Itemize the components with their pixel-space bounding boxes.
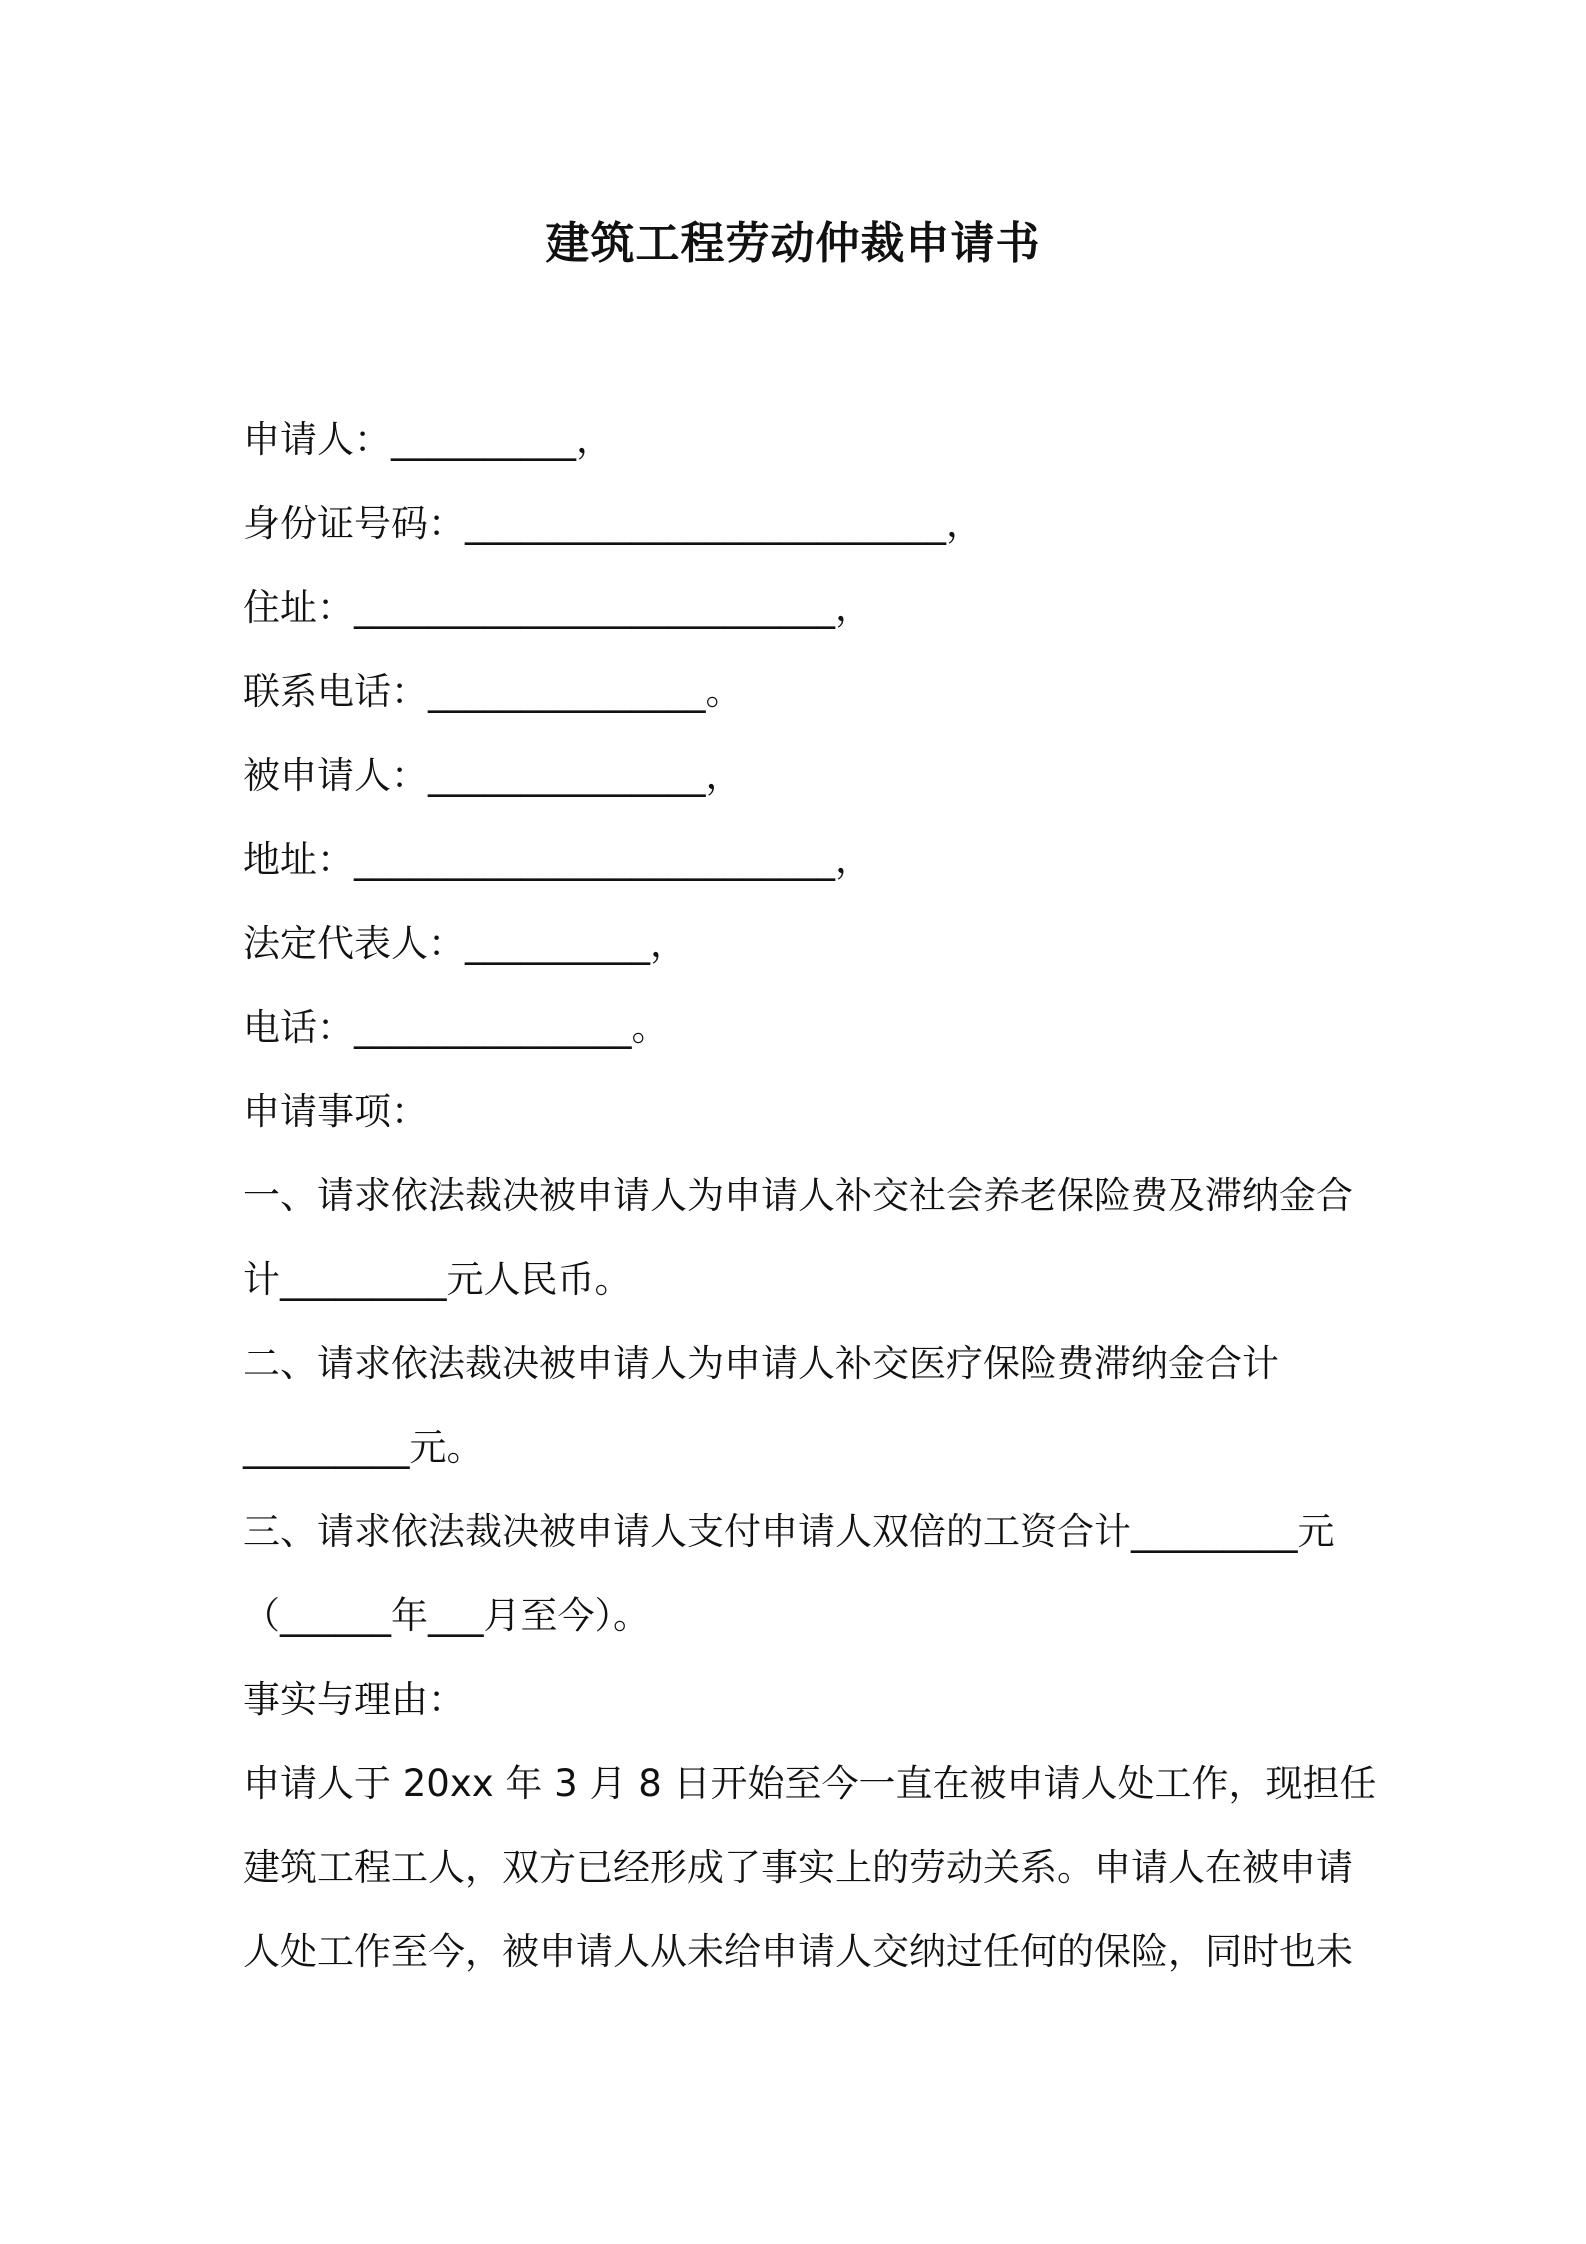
facts-line-2: 建筑工程工人，双方已经形成了事实上的劳动关系。申请人在被申请 (243, 1846, 1353, 1889)
facts-line-3: 人处工作至今，被申请人从未给申请人交纳过任何的保险，同时也未 (243, 1930, 1353, 1973)
legal-representative-line: 法定代表人：__________， (243, 922, 687, 965)
applicant-line: 申请人：__________， (243, 418, 613, 461)
contact-phone-line: 联系电话：_______________。 (243, 670, 743, 713)
id-number-line: 身份证号码：__________________________， (243, 502, 983, 545)
claim-3-line-2: （______年___月至今）。 (243, 1594, 650, 1637)
claim-1-line-2: 计_________元人民币。 (243, 1258, 632, 1301)
respondent-line: 被申请人：_______________， (243, 754, 743, 797)
facts-line-1: 申请人于 20xx 年 3 月 8 日开始至今一直在被申请人处工作，现担任 (243, 1762, 1377, 1805)
address-line: 住址：__________________________， (243, 586, 872, 629)
respondent-phone-line: 电话：_______________。 (243, 1006, 669, 1049)
claim-1-line-1: 一、请求依法裁决被申请人为申请人补交社会养老保险费及滞纳金合 (243, 1174, 1353, 1217)
facts-heading: 事实与理由： (243, 1678, 465, 1721)
document-title: 建筑工程劳动仲裁申请书 (545, 218, 1041, 269)
respondent-address-line: 地址：__________________________， (243, 838, 872, 881)
claim-3-line-1: 三、请求依法裁决被申请人支付申请人双倍的工资合计_________元 (243, 1510, 1335, 1553)
claims-heading: 申请事项： (243, 1090, 428, 1133)
claim-2-line-1: 二、请求依法裁决被申请人为申请人补交医疗保险费滞纳金合计 (243, 1342, 1279, 1385)
claim-2-line-2: _________元。 (243, 1426, 484, 1469)
